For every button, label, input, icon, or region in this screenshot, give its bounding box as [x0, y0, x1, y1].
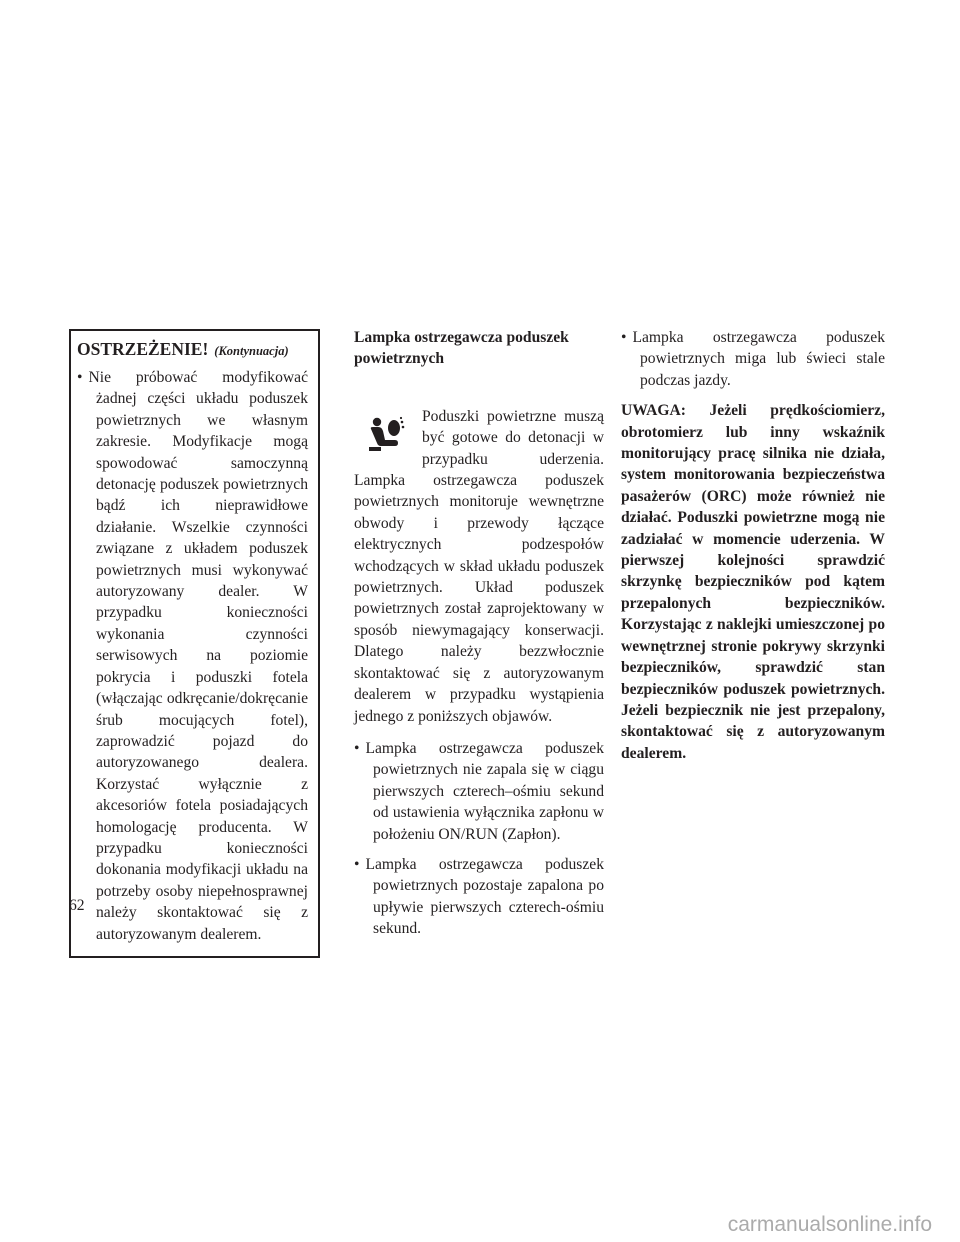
warning-title-text: OSTRZEŻENIE! — [77, 339, 209, 359]
symptom-item: • Lampka ostrzegawcza poduszek powietrznych miga lub świeci stale podczas jazdy. — [621, 327, 885, 391]
section-heading: Lampka ostrzegawcza poduszek powietrznych — [354, 329, 569, 368]
warning-item: • Nie próbować modyfikować żadnej części układu poduszek powietrznych we własnym zakresie. Modyfikacje mogą spowodować samoczynną detonację poduszek powietrznych bądź ich nieprawidłowe działanie. Wszelkie czynności związane z układem poduszek powietrznych musi wykonywać autoryzowany dealer. W przypadku konieczności wykonania czynności serwisowych na poziomie pokrycia i poduszki fotela (włączając odkręcanie/dokręcanie śrub mocujących fotel), zaprowadzić pojazd do autoryzowanego dealera. Korzystać wyłącznie z akcesoriów fotela posiadających homologację producenta. W przypadku konieczności dokonania modyfikacji układu na potrzeby osoby niepełnosprawnej należy skontaktować się z autoryzowanym dealerem. — [77, 367, 308, 945]
middle-column — [354, 327, 604, 949]
warning-list — [77, 367, 308, 945]
right-column — [621, 327, 885, 764]
warning-continued: (Kontynuacja) — [214, 344, 289, 358]
warning-box — [69, 329, 320, 958]
left-column — [69, 329, 320, 958]
warning-title — [77, 337, 308, 363]
section-paragraph-text: Poduszki powietrzne muszą być gotowe do detonacji w przypadku uderzenia. Lampka ostrzegawcza poduszek powietrznych monitoruje wewnętrzne obwody i przewody łączące elektrycznych podzespołów wchodzących w skład układu poduszek powietrznych. Układ poduszek powietrznych został zaprojektowany w sposób niewymagający konserwacji. Dlatego należy bezzwłocznie skontaktować się z autoryzowanym dealerem w przypadku wystąpienia jednego z poniższych objawów. — [354, 407, 604, 725]
watermark: carmanualsonline.info — [727, 1213, 932, 1236]
symptom-list-continued — [621, 327, 885, 391]
airbag-warning-icon — [354, 410, 414, 458]
symptom-item: • Lampka ostrzegawcza poduszek powietrznych nie zapala się w ciągu pierwszych czterech–ośmiu sekund od ustawienia wyłącznika zapłonu w położeniu ON/RUN (Zapłon). — [354, 738, 604, 845]
airbag-icon-graphic — [368, 416, 406, 452]
page-number: 62 — [69, 897, 85, 914]
section-paragraph — [354, 406, 604, 727]
symptom-list — [354, 738, 604, 940]
note-paragraph: UWAGA: Jeżeli prędkościomierz, obrotomierz lub inny wskaźnik monitorujący pracę silnika nie działa, system monitorowania bezpieczeństwa pasażerów (ORC) może również nie działać. Poduszki powietrzne mogą nie zadziałać w momencie uderzenia. W pierwszej kolejności sprawdzić skrzynkę bezpieczników pod kątem przepalonych bezpieczników. Korzystając z naklejki umieszczonej po wewnętrznej stronie pokrywy skrzynki bezpieczników, sprawdzić stan bezpieczników poduszek powietrznych. Jeżeli bezpiecznik nie jest przepalony, skontaktować się z autoryzowanym dealerem. — [621, 402, 885, 762]
symptom-item: • Lampka ostrzegawcza poduszek powietrznych pozostaje zapalona po upływie pierwszych czterech-ośmiu sekund. — [354, 854, 604, 940]
